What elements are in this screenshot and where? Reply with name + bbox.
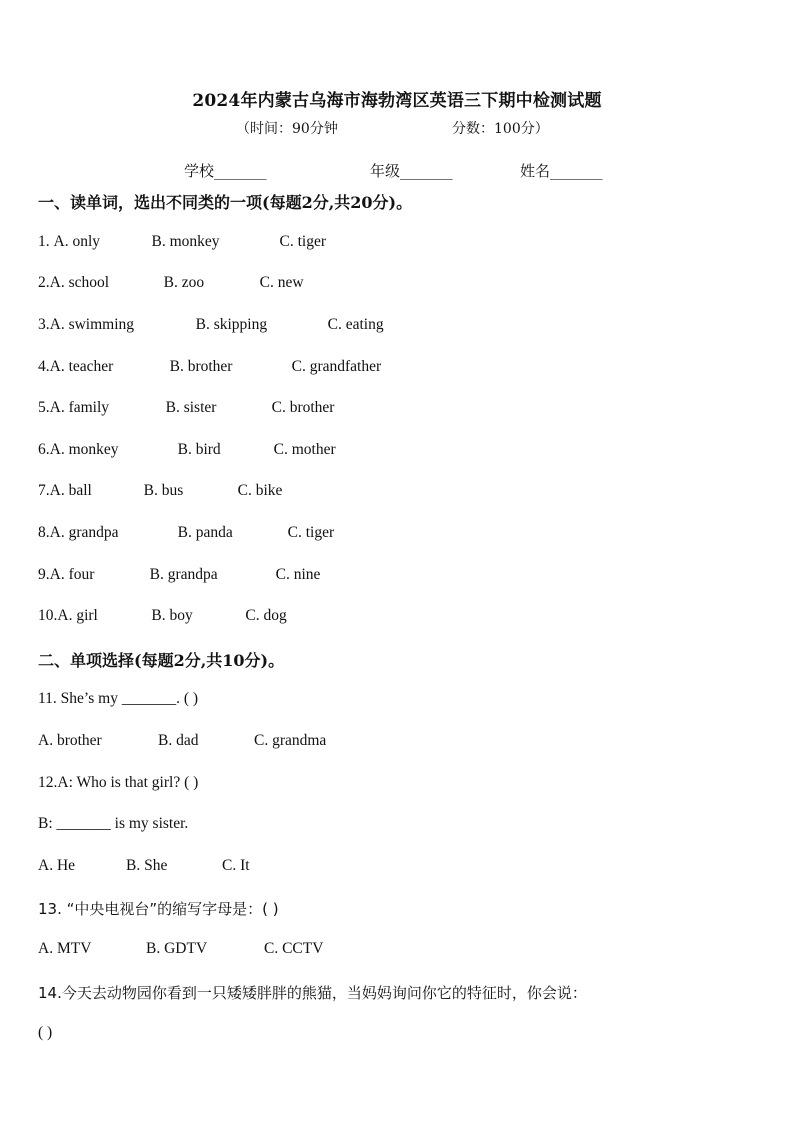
question-number: 9. [38,566,50,583]
option-c: C. mother [273,441,336,458]
option-a: A. brother [38,732,102,749]
option-b: B. bird [177,441,221,458]
option-c: C. tiger [287,524,335,541]
question-number: 3. [38,316,50,333]
question-row [38,524,334,542]
option-c: C. It [222,857,250,874]
option-b: B. monkey [151,233,220,250]
grade-field: 年级_______ [370,162,453,180]
option-b: B. grandpa [149,566,218,583]
option-c: C. tiger [279,233,326,250]
option-b: B. zoo [163,274,205,291]
question-row [38,399,334,417]
answer-blank: ( ) [38,1024,53,1041]
option-b: B. GDTV [146,940,208,957]
option-c: C. brother [271,399,335,416]
option-a: A. MTV [38,940,92,957]
question-options [38,732,326,750]
question-number: 10. [38,607,58,624]
question-row [38,233,326,251]
option-c: C. eating [327,316,384,333]
section-1-heading: 一、读单词，选出不同类的一项(每题2分,共20分)。 [38,193,413,212]
option-a: A. four [49,566,95,583]
question-stem: 11. She’s my _______. ( ) [38,690,199,707]
question-row [38,566,320,584]
option-b: B. panda [177,524,233,541]
question-row [38,274,304,292]
option-b: B. She [126,857,168,874]
option-c: C. nine [275,566,321,583]
exam-time: （时间：90分钟 [236,121,338,137]
option-c: C. grandma [254,732,327,749]
option-a: A. family [49,399,110,416]
option-b: B. brother [169,358,233,375]
question-number: 5. [38,399,50,416]
section-2-heading: 二、单项选择(每题2分,共10分)。 [38,651,285,670]
page-title: 2024年内蒙古乌海市海勃湾区英语三下期中检测试题 [192,91,602,111]
question-stem: 12.A: Who is that girl? ( ) [38,774,199,791]
question-options [38,940,323,958]
option-b: B. skipping [195,316,268,333]
question-row [38,607,287,625]
school-field: 学校_______ [184,162,267,180]
option-c: C. grandfather [291,358,382,375]
option-a: A. school [49,274,110,291]
option-a: A. teacher [49,358,114,375]
question-number: 8. [38,524,50,541]
question-row [38,358,381,376]
option-a: A. girl [57,607,98,624]
option-c: C. bike [237,482,283,499]
question-row [38,441,336,459]
option-c: C. new [259,274,304,291]
question-stem: 14.今天去动物园你看到一只矮矮胖胖的熊猫，当妈妈询问你它的特征时，你会说： [38,984,587,1002]
question-options [38,857,250,875]
option-a: A. ball [49,482,92,499]
question-number: 7. [38,482,50,499]
option-b: B. boy [151,607,193,624]
question-number: 1. [38,233,54,250]
option-a: A. only [53,233,100,250]
exam-score: 分数：100分） [452,121,549,137]
name-field: 姓名_______ [520,162,603,180]
option-c: C. CCTV [264,940,324,957]
option-a: A. swimming [49,316,135,333]
option-a: A. He [38,857,76,874]
question-number: 2. [38,274,50,291]
question-number: 6. [38,441,50,458]
question-row [38,482,282,500]
option-a: A. monkey [49,441,119,458]
question-row [38,316,384,334]
question-stem: 13. “中央电视台”的缩写字母是：( ) [38,900,279,918]
option-a: A. grandpa [49,524,119,541]
question-number: 4. [38,358,50,375]
option-b: B. dad [158,732,199,749]
question-line: B: _______ is my sister. [38,815,189,832]
option-c: C. dog [245,607,287,624]
option-b: B. bus [143,482,184,499]
option-b: B. sister [165,399,217,416]
